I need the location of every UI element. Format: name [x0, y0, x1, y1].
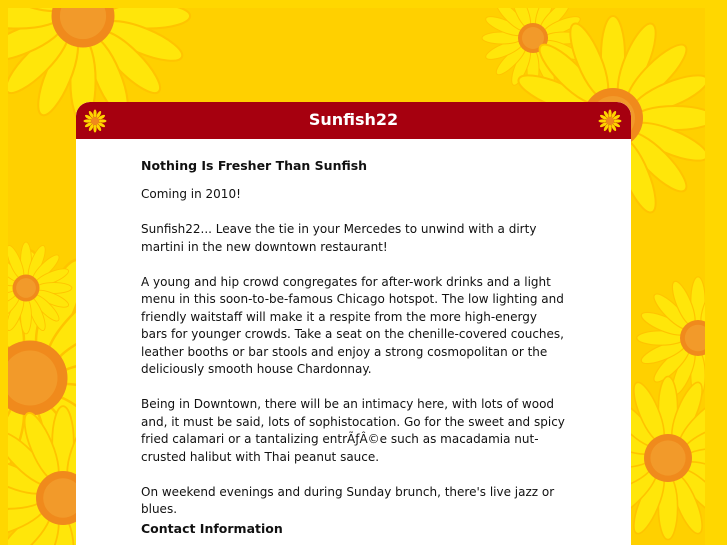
site-title: Sunfish22 — [308, 110, 399, 129]
content-card — [76, 102, 631, 545]
paragraph-crowd: A young and hip crowd congregates for after-work drinks and a light menu in this soon-to-be-famous Chicago hotspot. The low lighting and friendly waitstaff will make it a respite from the more high-energy bars for younger crowds. Take a seat on the chenille-covered couches, leather booths or bar stools and enjoy a strong cosmopolitan or the deliciously smooth house Chardonnay. — [141, 274, 564, 376]
paragraph-coming: Coming in 2010! — [141, 187, 241, 201]
paragraph-intro: Sunfish22... Leave the tie in your Mercedes to unwind with a dirty martini in the new downtown restaurant! — [141, 222, 537, 254]
article-content — [141, 157, 566, 537]
card-header — [76, 102, 631, 139]
contact-heading: Contact Information — [141, 520, 283, 536]
paragraph-weekend: On weekend evenings and during Sunday brunch, there's live jazz or blues. — [141, 484, 555, 516]
paragraph-downtown: Being in Downtown, there will be an intimacy here, with lots of wood and, it must be said, lots of sophistocation. Go for the sweet and spicy fried calamari or a tantalizing entrÃƒÂ©e such as macadamia nut-crusted halibut with Thai peanut sauce. — [141, 397, 565, 464]
sunflower-icon — [598, 109, 622, 133]
article-heading: Nothing Is Fresher Than Sunfish — [141, 158, 368, 173]
